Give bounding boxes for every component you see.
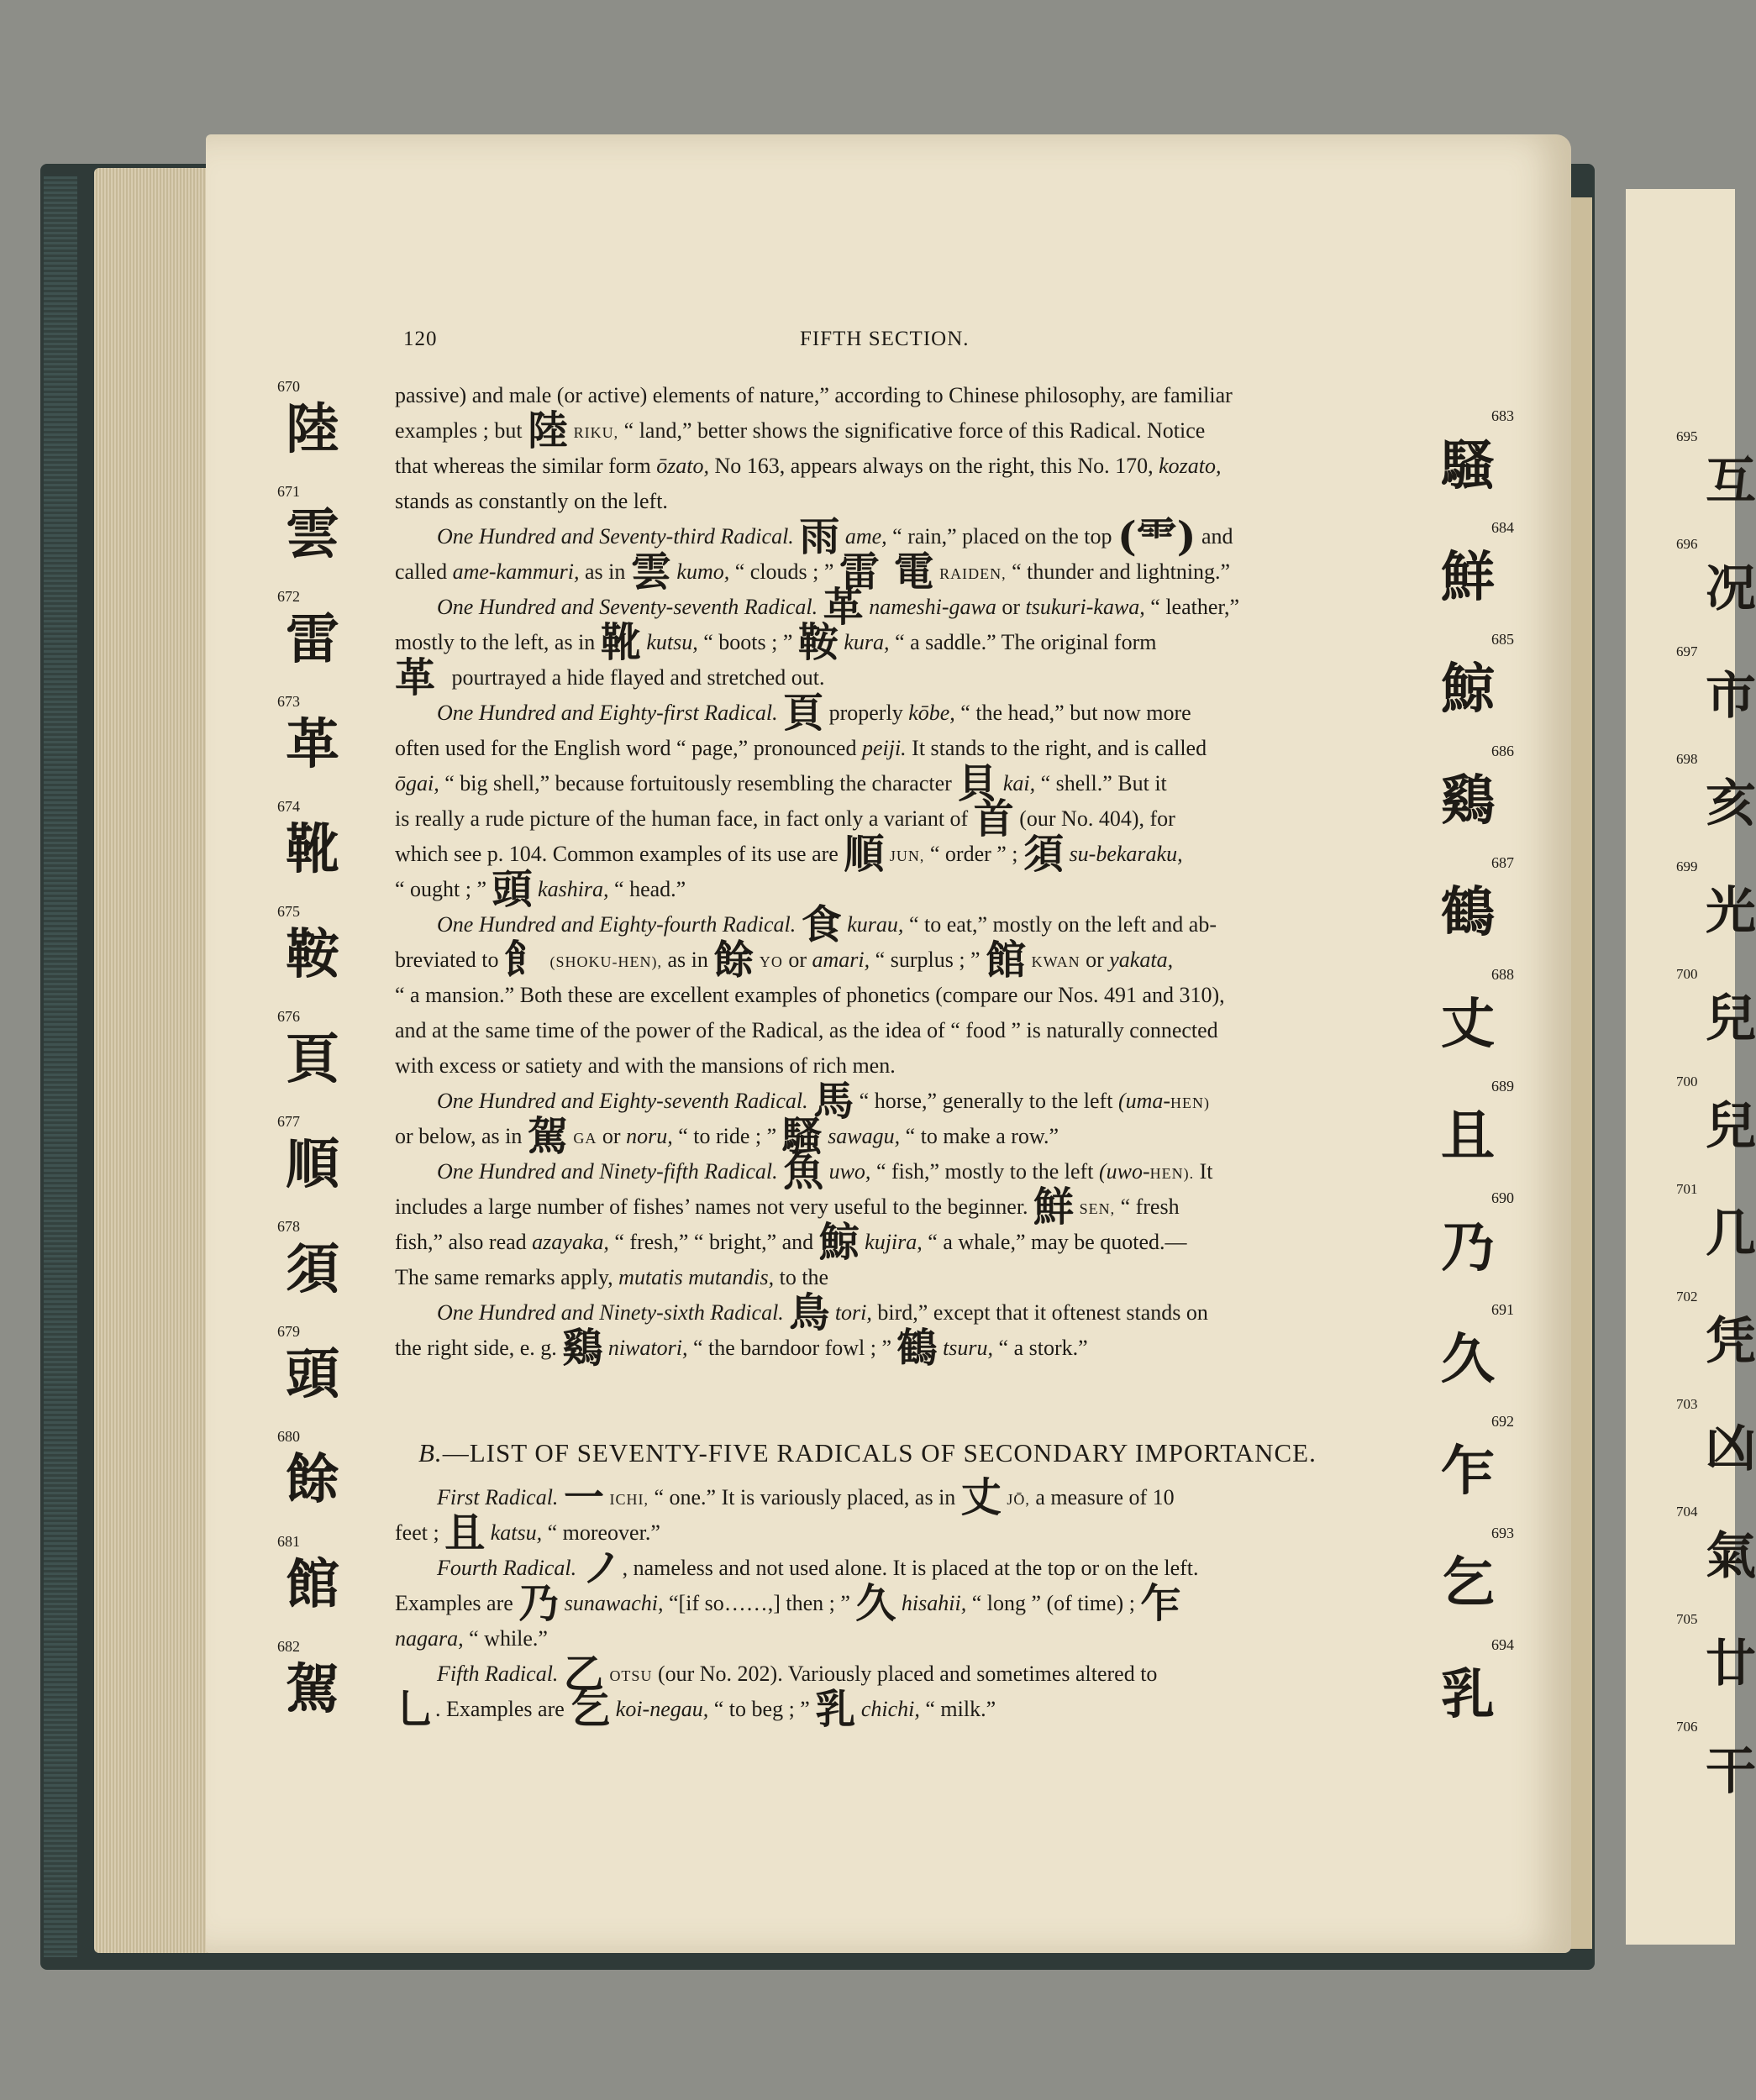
entry-number: 698 — [1676, 751, 1698, 767]
entry-number: 687 — [1491, 854, 1514, 871]
radical-character: 兒 — [1706, 990, 1756, 1048]
text-line: First Radical. 一 ICHI, “ one.” It is variously placed, as in 丈 JŌ, a measure of 10 — [437, 1474, 1175, 1521]
entry-number: 675 — [277, 903, 300, 920]
entry-number: 693 — [1491, 1525, 1514, 1541]
radical-character: 况 — [1706, 559, 1756, 618]
text-line: nagara, “ while.” — [395, 1626, 548, 1651]
text-line: One Hundred and Ninety-fifth Radical. 魚 uwo, “ fish,” mostly to the left (uwo-HEN). It — [437, 1148, 1213, 1195]
entry-number: 695 — [1676, 428, 1698, 444]
text-line: “ a mansion.” Both these are excellent examples of phonetics (compare our Nos. 491 and 310), — [395, 983, 1225, 1007]
page-block-edge — [94, 168, 220, 1953]
radical-character: 靴 — [286, 818, 339, 881]
radical-character: 頭 — [286, 1343, 339, 1406]
text-line: includes a large number of fishes’ names not very useful to the beginner. 鮮 SEN, “ fresh — [395, 1184, 1180, 1231]
radical-character: 鷄 — [1441, 769, 1495, 832]
entry-number: 680 — [277, 1428, 300, 1445]
running-title: FIFTH SECTION. — [800, 328, 970, 350]
radical-character: 兒 — [1706, 1097, 1756, 1156]
entry-number: 705 — [1676, 1611, 1698, 1627]
radical-character: 且 — [1441, 1105, 1495, 1168]
text-line: One Hundred and Eighty-fourth Radical. 食 kurau, “ to eat,” mostly on the left and ab- — [437, 901, 1217, 948]
entry-number: 696 — [1676, 536, 1698, 552]
radical-character: 鯨 — [1441, 658, 1495, 721]
entry-number: 685 — [1491, 631, 1514, 648]
entry-number: 700 — [1676, 966, 1698, 982]
entry-number: 688 — [1491, 966, 1514, 983]
entry-number: 672 — [277, 588, 300, 605]
entry-number: 671 — [277, 483, 300, 500]
radical-character: 頁 — [286, 1028, 339, 1091]
radical-character: 氣 — [1706, 1527, 1756, 1586]
radical-character: 陸 — [286, 398, 339, 461]
radical-character: 久 — [1441, 1328, 1495, 1391]
text-line: which see p. 104. Common examples of its use are 順 JUN, “ order ” ; 須 su-bekaraku, — [395, 831, 1183, 878]
text-line: Fourth Radical. ノ, nameless and not used alone. It is placed at the top or on the left. — [437, 1545, 1199, 1592]
radical-character: 亥 — [1706, 774, 1756, 833]
text-line: One Hundred and Eighty-first Radical. 頁 properly kōbe, “ the head,” but now more — [437, 690, 1191, 737]
entry-number: 681 — [277, 1533, 300, 1550]
entry-number: 694 — [1491, 1636, 1514, 1653]
text-line: “ ought ; ” 頭 kashira, “ head.” — [395, 866, 686, 913]
entry-number: 704 — [1676, 1504, 1698, 1520]
radical-character: 乍 — [1441, 1440, 1495, 1503]
entry-number: 697 — [1676, 643, 1698, 659]
text-line: fish,” also read azayaka, “ fresh,” “ bright,” and 鯨 kujira, “ a whale,” may be quoted.— — [395, 1219, 1187, 1266]
text-line: and at the same time of the power of the Radical, as the idea of “ food ” is naturally connected — [395, 1018, 1218, 1042]
text-line: passive) and male (or active) elements of nature,” according to Chinese philosophy, are familiar — [395, 383, 1233, 407]
radical-character: 騷 — [1441, 434, 1495, 497]
entry-number: 684 — [1491, 519, 1514, 536]
entry-number: 701 — [1676, 1181, 1698, 1197]
page-number: 120 — [403, 328, 438, 350]
entry-number: 689 — [1491, 1078, 1514, 1095]
radical-character: 革 — [286, 713, 339, 776]
entry-number: 699 — [1676, 858, 1698, 874]
radical-character: 鞍 — [286, 923, 339, 986]
radical-character: 駕 — [286, 1658, 339, 1721]
entry-number: 674 — [277, 798, 300, 815]
text-line: with excess or satiety and with the mansions of rich men. — [395, 1053, 896, 1078]
text-line: stands as constantly on the left. — [395, 489, 668, 513]
entry-number: 702 — [1676, 1289, 1698, 1305]
entry-number: 677 — [277, 1113, 300, 1130]
entry-number: 683 — [1491, 407, 1514, 424]
text-line: The same remarks apply, mutatis mutandis, to the — [395, 1265, 829, 1289]
text-line: examples ; but 陸 RIKU, “ land,” better shows the significative force of this Radical. Notice — [395, 407, 1206, 454]
text-line: breviated to 飠 (SHOKU-HEN), as in 餘 YO or amari, “ surplus ; ” 館 KWAN or yakata, — [395, 937, 1174, 984]
radical-character: 乳 — [1441, 1663, 1495, 1726]
text-line: One Hundred and Seventy-seventh Radical. 革 nameshi-gawa or tsukuri-kawa, “ leather,” — [437, 584, 1240, 631]
entry-number: 679 — [277, 1323, 300, 1340]
text-line: One Hundred and Ninety-sixth Radical. 鳥 tori, bird,” except that it oftenest stands on — [437, 1289, 1208, 1336]
radical-character: 廿 — [1706, 1635, 1756, 1693]
radical-character: 凶 — [1706, 1420, 1756, 1478]
radical-character: 須 — [286, 1238, 339, 1301]
entry-number: 706 — [1676, 1719, 1698, 1735]
entry-number: 676 — [277, 1008, 300, 1025]
radical-character: 雲 — [286, 503, 339, 566]
radical-character: 凭 — [1706, 1312, 1756, 1371]
facing-page — [1626, 189, 1756, 1945]
radical-character: 几 — [1706, 1205, 1756, 1263]
text-line: feet ; 且 katsu, “ moreover.” — [395, 1509, 660, 1557]
text-line: is really a rude picture of the human face, in fact only a variant of 首 (our No. 404), for — [395, 795, 1175, 843]
radical-character: 互 — [1706, 452, 1756, 511]
text-line: that whereas the similar form ōzato, No 163, appears always on the right, this No. 170, kozato, — [395, 454, 1222, 478]
text-line: called ame-kammuri, as in 雲 kumo, “ clouds ; ” 雷 電 RAIDEN, “ thunder and lightning.” — [395, 549, 1231, 596]
radical-character: 市 — [1706, 667, 1756, 726]
text-line: ōgai, “ big shell,” because fortuitously resembling the character 貝 kai, “ shell.” But it — [395, 760, 1167, 807]
text-line: the right side, e. g. 鷄 niwatori, “ the barndoor fowl ; ” 鶴 tsuru, “ a stork.” — [395, 1325, 1088, 1372]
entry-number: 673 — [277, 693, 300, 710]
text-line: One Hundred and Seventy-third Radical. 雨 ame, “ rain,” placed on the top (⻗) and — [437, 513, 1233, 560]
entry-number: 690 — [1491, 1189, 1514, 1206]
text-line: 乚. Examples are 乞 koi-negau, “ to beg ; ” 乳 chichi, “ milk.” — [395, 1686, 996, 1733]
text-line: often used for the English word “ page,” pronounced peiji. It stands to the right, and is called — [395, 736, 1207, 760]
book-spine-cloth — [44, 176, 77, 1957]
text-line: Fifth Radical. 乙 OTSU (our No. 202). Variously placed and sometimes altered to — [437, 1651, 1158, 1698]
radical-character: 順 — [286, 1133, 339, 1196]
radical-character: 餘 — [286, 1448, 339, 1511]
section-heading: B.—LIST OF SEVENTY-FIVE RADICALS OF SECONDARY IMPORTANCE. — [418, 1438, 1317, 1467]
entry-number: 678 — [277, 1218, 300, 1235]
radical-character: 鶴 — [1441, 881, 1495, 944]
entry-number: 691 — [1491, 1301, 1514, 1318]
radical-character: 館 — [286, 1553, 339, 1616]
radical-character: 雷 — [286, 608, 339, 671]
entry-number: 682 — [277, 1638, 300, 1655]
entry-number: 703 — [1676, 1396, 1698, 1412]
radical-character: 丈 — [1441, 993, 1495, 1056]
radical-character: 乃 — [1441, 1216, 1495, 1279]
radical-character: 光 — [1706, 882, 1756, 941]
text-line: 革 pourtrayed a hide flayed and stretched out. — [395, 654, 825, 701]
entry-number: 692 — [1491, 1413, 1514, 1430]
text-line: mostly to the left, as in 靴 kutsu, “ boots ; ” 鞍 kura, “ a saddle.” The original form — [395, 619, 1157, 666]
text-line: or below, as in 駕 GA or noru, “ to ride ; ” 騷 sawagu, “ to make a row.” — [395, 1113, 1059, 1160]
text-line: Examples are 乃 sunawachi, “[if so……,] then ; ” 久 hisahii, “ long ” (of time) ; 乍 — [395, 1580, 1181, 1627]
radical-character: 乞 — [1441, 1551, 1495, 1614]
entry-number: 700 — [1676, 1074, 1698, 1089]
radical-character: 干 — [1706, 1742, 1756, 1801]
radical-character: 鮮 — [1441, 546, 1495, 609]
entry-number: 670 — [277, 378, 300, 395]
entry-number: 686 — [1491, 743, 1514, 759]
text-line: One Hundred and Eighty-seventh Radical. 馬 “ horse,” generally to the left (uma-HEN) — [437, 1078, 1211, 1125]
